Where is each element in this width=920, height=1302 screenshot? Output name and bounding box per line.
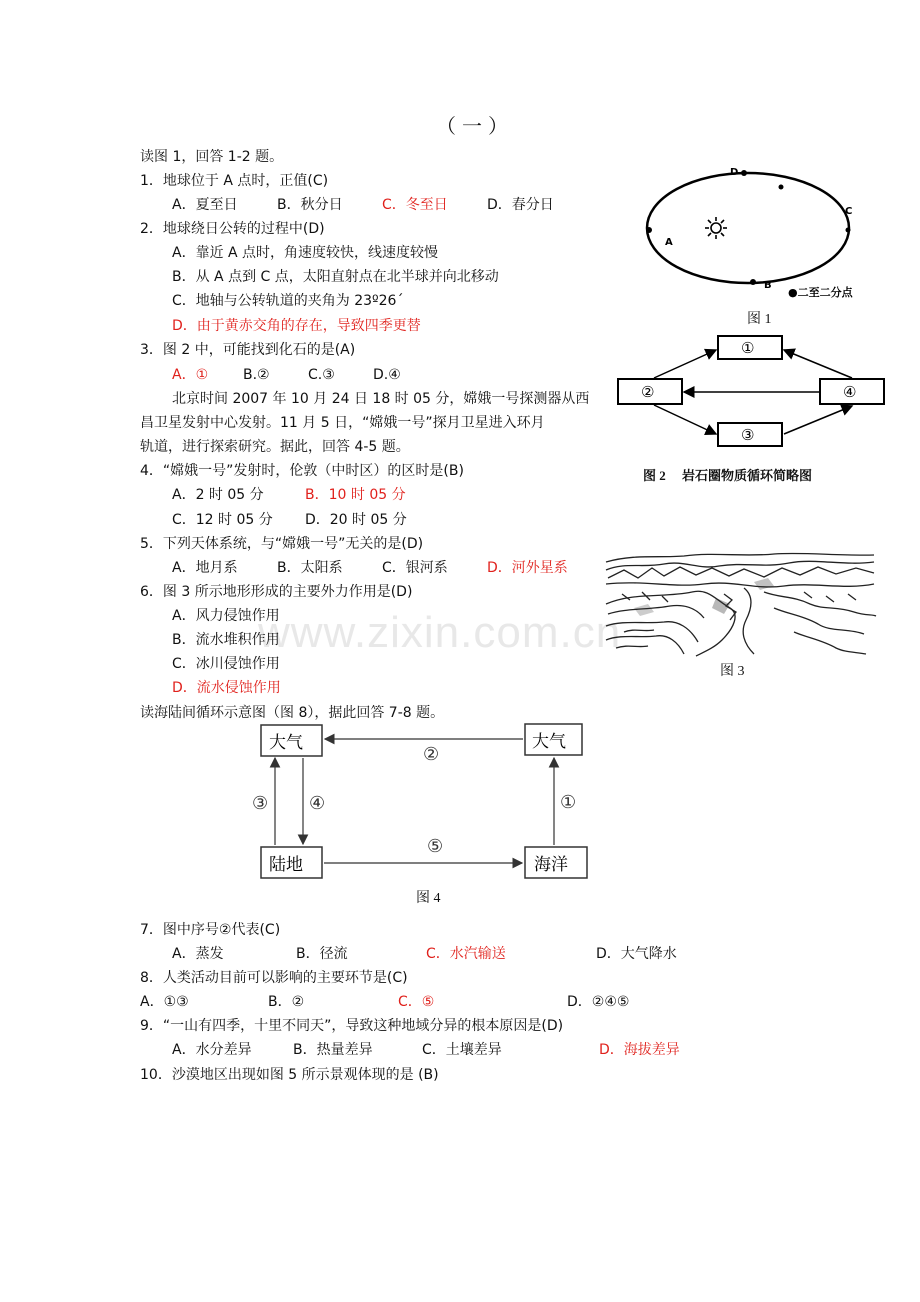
q9-option-c: C．土壤差异: [422, 1042, 502, 1058]
orbit-ellipse: [647, 173, 849, 283]
label-a: A: [665, 237, 673, 248]
q3-option-b: B.②: [243, 367, 270, 383]
box-label-atmosphere-right: 大气: [532, 732, 566, 752]
q6-option-d-answer: D．流水侵蚀作用: [172, 680, 281, 696]
orbit-dot: [779, 185, 784, 190]
q7-option-b: B．径流: [296, 946, 348, 962]
label-5: ⑤: [427, 836, 444, 857]
figure-1-orbit: [640, 160, 870, 305]
figure-4-water-cycle: [252, 720, 595, 885]
page-title: （一）: [436, 114, 514, 138]
label-4: ④: [309, 793, 326, 814]
q8-option-b: B．②: [268, 994, 305, 1010]
passage-line-1: 北京时间 2007 年 10 月 24 日 18 时 05 分，嫦娥一号探测器从西: [172, 391, 590, 407]
q4-option-a: A．2 时 05 分: [172, 487, 264, 503]
figure-2-rock-cycle: [614, 330, 890, 460]
q2-option-a: A．靠近 A 点时，角速度较快，线速度较慢: [172, 245, 439, 261]
figure-2-caption: 图 2 岩石圈物质循环简略图: [643, 468, 813, 483]
q9-option-a: A．水分差异: [172, 1042, 252, 1058]
label-c: C: [845, 206, 853, 217]
q9-option-d-answer: D．海拔差异: [599, 1042, 680, 1058]
q7-option-a: A．蒸发: [172, 946, 224, 962]
passage-line-2: 昌卫星发射中心发射。11 月 5 日，“嫦娥一号”探月卫星进入环月: [140, 415, 545, 431]
figure-1-caption: 图 1: [747, 312, 772, 327]
q4-option-c: C．12 时 05 分: [172, 512, 273, 528]
q7-option-d: D．大气降水: [596, 946, 677, 962]
label-3: ③: [252, 793, 269, 814]
q9-option-b: B．热量差异: [293, 1042, 373, 1058]
q7-option-c-answer: C．水汽输送: [426, 946, 506, 962]
skyline-ridge: [606, 553, 874, 562]
arrow-2-to-3: [654, 405, 716, 434]
q6-option-a: A．风力侵蚀作用: [172, 608, 280, 624]
label-d: D: [730, 167, 739, 178]
rock-label-1: ①: [741, 339, 755, 357]
q6-stem: 6．图 3 所示地形形成的主要外力作用是(D): [140, 584, 413, 600]
q7-stem: 7．图中序号②代表(C): [140, 922, 281, 938]
q2-option-c: C．地轴与公转轨道的夹角为 23º26´: [172, 293, 404, 309]
q1-option-a: A．夏至日: [172, 197, 238, 213]
label-b: B: [764, 280, 772, 291]
q1-option-c-answer: C．冬至日: [382, 197, 448, 213]
point-c-dot: [846, 228, 851, 233]
q2-stem: 2．地球绕日公转的过程中(D): [140, 221, 325, 237]
box-label-land: 陆地: [269, 855, 303, 875]
q5-option-b: B．太阳系: [277, 560, 343, 576]
q3-option-a-answer: A．①: [172, 367, 209, 383]
q4-stem: 4．“嫦娥一号”发射时，伦敦（中时区）的区时是(B): [140, 463, 464, 479]
q8-stem: 8．人类活动目前可以影响的主要环节是(C): [140, 970, 408, 986]
q3-stem: 3．图 2 中，可能找到化石的是(A): [140, 342, 356, 358]
rock-label-4: ④: [843, 383, 857, 401]
q1-option-b: B．秋分日: [277, 197, 343, 213]
point-a-dot: [646, 227, 652, 233]
point-d-dot: [741, 170, 747, 176]
figure-3-terrain: [604, 548, 876, 656]
passage-line-3: 轨道，进行探索研究。据此，回答 4-5 题。: [140, 439, 410, 455]
box-label-ocean: 海洋: [534, 855, 568, 875]
intro-fig4: 读海陆间循环示意图（图 8），据此回答 7-8 题。: [140, 705, 445, 721]
q6-option-b: B．流水堆积作用: [172, 632, 280, 648]
rock-label-3: ③: [741, 426, 755, 444]
arrow-4-to-1: [784, 350, 852, 378]
q5-stem: 5．下列天体系统，与“嫦娥一号”无关的是(D): [140, 536, 424, 552]
point-b-dot: [750, 279, 756, 285]
arrow-3-to-4: [784, 406, 852, 434]
q1-option-d: D．春分日: [487, 197, 554, 213]
q5-option-d-answer: D．河外星系: [487, 560, 568, 576]
q5-option-c: C．银河系: [382, 560, 448, 576]
watermark: www.zixin.com.cn: [258, 608, 622, 657]
q4-option-d: D．20 时 05 分: [305, 512, 407, 528]
q9-stem: 9．“一山有四季，十里不同天”，导致这种地域分异的根本原因是(D): [140, 1018, 564, 1034]
q3-option-c: C.③: [308, 367, 335, 383]
rock-label-2: ②: [641, 383, 655, 401]
intro-fig1: 读图 1，回答 1-2 题。: [140, 149, 284, 165]
legend-solstice-equinox: ●二至二分点: [788, 286, 853, 299]
q5-option-a: A．地月系: [172, 560, 238, 576]
q2-option-b: B．从 A 点到 C 点，太阳直射点在北半球并向北移动: [172, 269, 499, 285]
figure-4-caption: 图 4: [416, 891, 441, 906]
figure-3-caption: 图 3: [720, 664, 745, 679]
q4-option-b-answer: B．10 时 05 分: [305, 487, 406, 503]
sun-icon: [705, 217, 727, 239]
q1-stem: 1．地球位于 A 点时，正值(C): [140, 173, 329, 189]
q10-stem: 10．沙漠地区出现如图 5 所示景观体现的是 (B): [140, 1067, 439, 1083]
q2-option-d-answer: D．由于黄赤交角的存在，导致四季更替: [172, 318, 421, 334]
q8-option-c-answer: C．⑤: [398, 994, 435, 1010]
q8-option-d: D．②④⑤: [567, 994, 630, 1010]
q6-option-c: C．冰川侵蚀作用: [172, 656, 280, 672]
q3-option-d: D.④: [373, 367, 401, 383]
arrow-2-to-1: [654, 350, 716, 378]
q8-option-a: A．①③: [140, 994, 189, 1010]
label-2: ②: [423, 744, 440, 765]
box-label-atmosphere-left: 大气: [269, 733, 303, 753]
label-1: ①: [560, 792, 577, 813]
